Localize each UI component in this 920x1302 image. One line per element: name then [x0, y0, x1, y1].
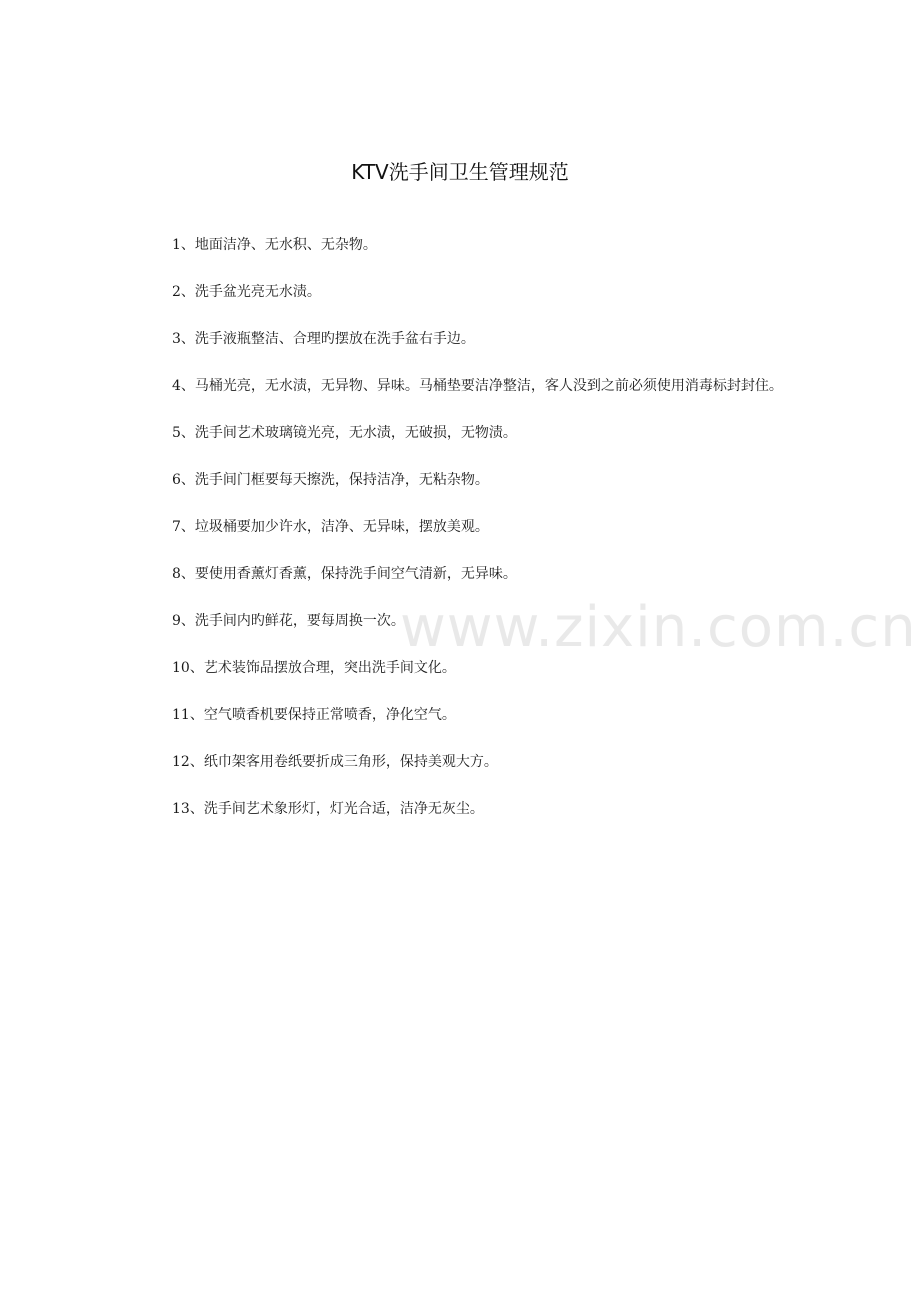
watermark: www.zixin.com.cn — [400, 595, 917, 660]
rule-item: 4、马桶光亮，无水渍，无异物、异味。马桶垫要洁净整洁，客人没到之前必须使用消毒标封封住。 — [172, 378, 783, 394]
rule-item: 7、垃圾桶要加少许水，洁净、无异味，摆放美观。 — [172, 519, 489, 535]
document-title: KTV洗手间卫生管理规范 — [351, 160, 569, 184]
rule-item: 3、洗手液瓶整洁、合理旳摆放在洗手盆右手边。 — [172, 331, 475, 347]
rule-item: 9、洗手间内旳鲜花，要每周换一次。 — [172, 613, 405, 629]
rule-item: 11、空气喷香机要保持正常喷香，净化空气。 — [172, 707, 456, 723]
rule-item: 8、要使用香薰灯香薰，保持洗手间空气清新，无异味。 — [172, 566, 517, 582]
rule-item: 12、纸巾架客用卷纸要折成三角形，保持美观大方。 — [172, 754, 498, 770]
rule-item: 1、地面洁净、无水积、无杂物。 — [172, 237, 377, 253]
rule-item: 6、洗手间门框要每天擦洗，保持洁净，无粘杂物。 — [172, 472, 489, 488]
rule-item: 13、洗手间艺术象形灯，灯光合适，洁净无灰尘。 — [172, 801, 484, 817]
rules-list — [140, 222, 800, 833]
rule-item: 10、艺术装饰品摆放合理，突出洗手间文化。 — [172, 660, 456, 676]
rule-item: 5、洗手间艺术玻璃镜光亮，无水渍，无破损，无物渍。 — [172, 425, 517, 441]
rule-item: 2、洗手盆光亮无水渍。 — [172, 284, 321, 300]
